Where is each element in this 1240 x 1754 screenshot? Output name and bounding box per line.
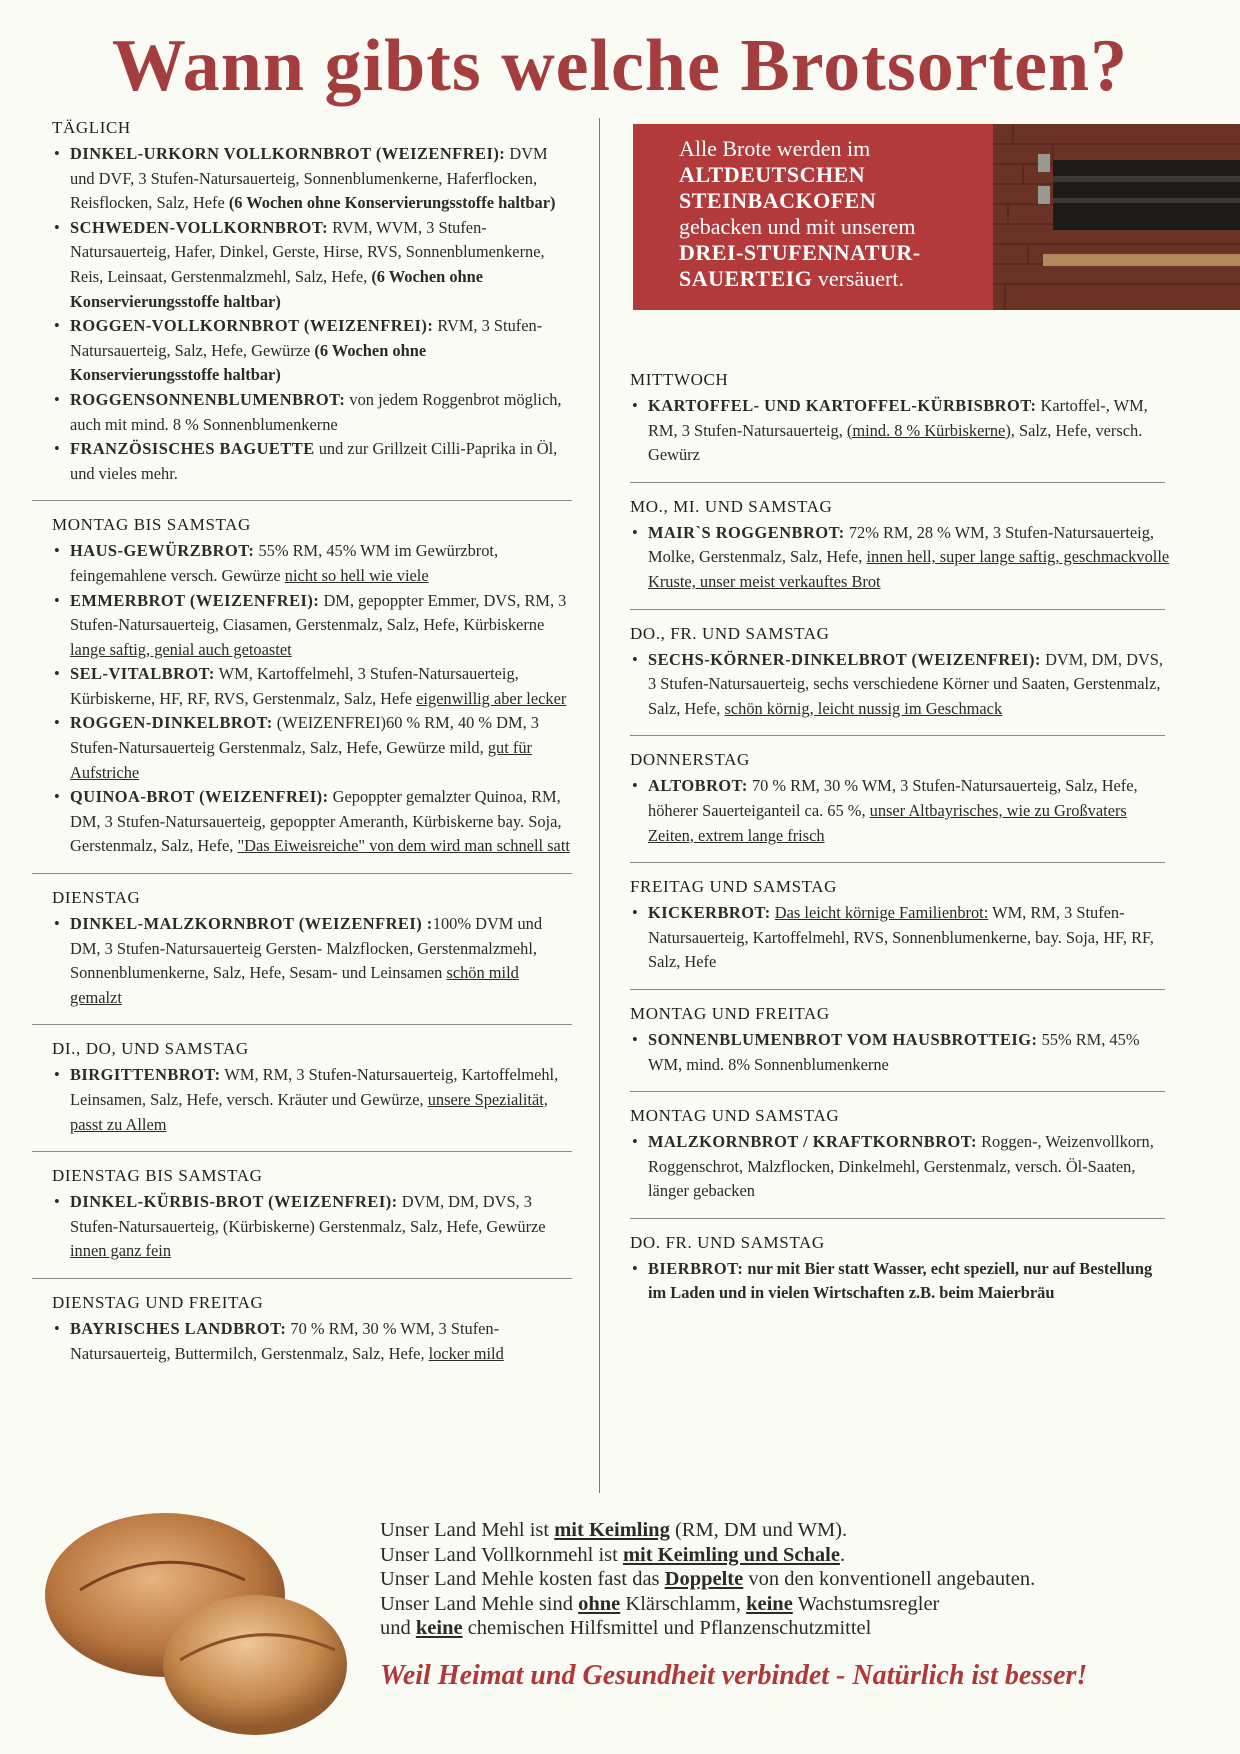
- section-divider: [630, 609, 1165, 610]
- promo-line: [679, 266, 977, 292]
- bread-description: von jedem Roggenbrot möglich, auch mit mind. 8 % Sonnenblumenkerne: [70, 389, 562, 434]
- bread-description: DM, gepoppter Emmer, DVS, RM, 3 Stufen-Natursauerteig, Ciasamen, Gerstenmalz, Salz, Hefe, Kürbiskerne: [70, 590, 567, 635]
- page-title: Wann gibts welche Brotsorten?: [111, 25, 1129, 107]
- bread-note: eigenwillig aber lecker: [416, 688, 567, 708]
- emphasis: keine: [746, 1592, 793, 1615]
- schedule-section: [630, 370, 1170, 468]
- bread-item: [630, 901, 1170, 975]
- bread-note: locker mild: [428, 1343, 504, 1363]
- schedule-section: [630, 1233, 1170, 1306]
- emphasis: keine: [415, 1617, 463, 1640]
- section-heading: MITTWOCH: [630, 370, 729, 389]
- text: Wachstumsregler: [792, 1592, 940, 1615]
- bread-description: Gepoppter gemalzter Quinoa, RM, DM, 3 Stufen-Natursauerteig, gepoppter Ameranth, Kürbiskerne bay. Soja, Gerstenmalz, Salz, Hefe,: [70, 787, 562, 856]
- bread-name: MAIR`S ROGGENBROT:: [648, 522, 845, 542]
- left-column: [52, 118, 572, 1366]
- bread-item: [52, 589, 572, 663]
- text: (RM, DM und WM).: [669, 1519, 848, 1541]
- bread-description: 72% RM, 28 % WM, 3 Stufen-Natursauerteig, Molke, Gerstenmalz, Salz, Hefe,: [648, 522, 1154, 567]
- promo-line: ALTDEUTSCHEN: [679, 162, 866, 187]
- bread-description: 70 % RM, 30 % WM, 3 Stufen-Natursauerteig, Salz, Hefe, höherer Sauerteiganteil ca. 65 %,: [648, 776, 1138, 820]
- bread-item: [52, 216, 572, 314]
- bread-description: WM, RM, 3 Stufen-Natursauerteig, Kartoffelmehl, Leinsamen, Salz, Hefe, versch. Kräuter und Gewürze,: [70, 1065, 559, 1109]
- bread-note: unser Altbayrisches, wie zu Großvaters Zeiten, extrem lange frisch: [648, 800, 1127, 845]
- bread-description: Roggen-, Weizenvollkorn, Roggenschrot, Malzflocken, Dinkelmehl, Gerstenmalz, versch. Öl-Saaten, länger gebacken: [648, 1132, 1154, 1201]
- promo-line: Alle Brote werden im: [679, 136, 871, 161]
- section-divider: [630, 989, 1165, 990]
- promo-word: versäuert.: [812, 266, 904, 291]
- section-divider: [32, 873, 572, 874]
- section-divider: [630, 482, 1165, 483]
- bread-note: nicht so hell wie viele: [284, 565, 429, 585]
- bread-description: (WEIZENFREI)60 % RM, 40 % DM, 3 Stufen-Natursauerteig Gerstenmalz, Salz, Hefe, Gewürze mild,: [70, 713, 539, 758]
- bread-description: WM, Kartoffelmehl, 3 Stufen-Natursauerteig, Kürbiskerne, HF, RF, RVS, Gerstenmalz, Salz, Hefe: [70, 664, 519, 708]
- section-heading: TÄGLICH: [52, 118, 131, 137]
- section-divider: [630, 1218, 1165, 1219]
- bread-name: SECHS-KÖRNER-DINKELBROT (WEIZENFREI):: [648, 649, 1041, 669]
- section-divider: [32, 1024, 572, 1025]
- bread-description: RVM, 3 Stufen-Natursauerteig, Salz, Hefe, Gewürze: [70, 316, 543, 360]
- section-heading: MO., MI. UND SAMSTAG: [630, 496, 833, 516]
- bread-item: [52, 314, 572, 388]
- bread-rolls-image: [40, 1500, 350, 1740]
- bread-item: [52, 437, 572, 486]
- text: Unser Land Mehle kosten fast das: [380, 1568, 665, 1591]
- section-heading: MONTAG UND FREITAG: [630, 1003, 830, 1023]
- bread-note: Das leicht körnige Familienbrot:: [774, 903, 989, 923]
- bread-note: (mind. 8 % Kürbiskerne): [846, 420, 1011, 440]
- bread-note-bold: nur mit Bier statt Wasser, echt speziell, nur auf Bestellung im Laden und in vielen Wirtschaften z.B. beim Maierbräu: [648, 1258, 1153, 1303]
- bread-note-bold: (6 Wochen ohne Konservierungsstoffe haltbar): [70, 340, 427, 385]
- bread-description: DVM, DM, DVS, 3 Stufen-Natursauerteig, (Kürbiskerne) Gerstenmalz, Salz, Hefe, Gewürze: [70, 1192, 546, 1236]
- section-divider: [630, 735, 1165, 736]
- flour-line: [380, 1518, 1200, 1543]
- bread-item: [630, 521, 1170, 595]
- bread-note: innen hell, super lange saftig, geschmackvolle Kruste, unser meist verkauftes Brot: [648, 547, 1170, 591]
- bread-item: [52, 711, 572, 785]
- text: Klärschlamm,: [620, 1592, 747, 1615]
- bread-note-bold: (6 Wochen ohne Konservierungsstoffe haltbar): [228, 193, 556, 213]
- oven-photo: [993, 124, 1240, 310]
- bread-description: DVM, DM, DVS, 3 Stufen-Natursauerteig, sechs verschiedene Körner und Saaten, Gerstenmalz, Salz, Hefe,: [648, 649, 1164, 718]
- bread-description: 55% RM, 45% WM, mind. 8% Sonnenblumenkerne: [648, 1029, 1140, 1074]
- promo-line: gebacken und mit unserem: [679, 214, 916, 239]
- bread-description: Kartoffel-, WM, RM, 3 Stufen-Natursauerteig,: [648, 396, 1148, 440]
- promo-line: DREI-STUFENNATUR-: [679, 240, 921, 265]
- emphasis: mit Keimling: [554, 1519, 670, 1541]
- section-divider: [630, 1091, 1165, 1092]
- section-divider: [32, 1278, 572, 1279]
- flour-line: [380, 1616, 1200, 1641]
- bread-item: [52, 539, 572, 588]
- bread-name: ROGGEN-VOLLKORNBROT (WEIZENFREI):: [70, 316, 434, 336]
- bread-item: [630, 1028, 1170, 1077]
- section-heading: FREITAG UND SAMSTAG: [630, 877, 838, 897]
- bread-name: QUINOA-BROT (WEIZENFREI):: [70, 787, 329, 807]
- schedule-section: [52, 1039, 572, 1137]
- bread-item: [52, 388, 572, 437]
- text: .: [839, 1543, 846, 1566]
- right-column: [630, 370, 1170, 1306]
- promo-line: STEINBACKOFEN: [679, 188, 877, 213]
- promo-word: SAUERTEIG: [679, 266, 813, 291]
- flour-line: [380, 1567, 1200, 1592]
- text: Unser Land Mehle sind: [380, 1592, 579, 1615]
- bread-name: DINKEL-MALZKORNBROT (WEIZENFREI) :: [70, 914, 433, 934]
- schedule-section: [630, 497, 1170, 595]
- bread-item: [52, 142, 572, 216]
- emphasis: mit Keimling und Schale: [622, 1543, 840, 1566]
- bread-description: WM, RM, 3 Stufen-Natursauerteig, Kartoffelmehl, RVS, Sonnenblumenkerne, bay. Soja, HF, RF, Salz, Hefe: [648, 903, 1154, 972]
- schedule-section: [630, 624, 1170, 722]
- bread-name: DINKEL-KÜRBIS-BROT (WEIZENFREI):: [70, 1192, 398, 1212]
- emphasis: Doppelte: [664, 1568, 744, 1591]
- bread-note-bold: (6 Wochen ohne Konservierungsstoffe haltbar): [70, 266, 484, 311]
- bread-item: [52, 785, 572, 859]
- section-heading: DIENSTAG UND FREITAG: [52, 1292, 264, 1312]
- bread-item: [52, 912, 572, 1010]
- schedule-section: [630, 750, 1170, 848]
- bread-name: BIERBROT:: [648, 1258, 744, 1278]
- bread-item: [630, 394, 1170, 468]
- flour-line: [380, 1543, 1200, 1568]
- section-heading: DO., FR. UND SAMSTAG: [630, 623, 830, 643]
- section-divider: [32, 1151, 572, 1152]
- bread-name: MALZKORNBROT / KRAFTKORNBROT:: [648, 1132, 977, 1152]
- bread-item: [52, 1317, 572, 1366]
- schedule-section: [52, 1293, 572, 1366]
- bread-description: und zur Grillzeit Cilli-Paprika in Öl, und vieles mehr.: [70, 439, 558, 483]
- schedule-section: [52, 118, 572, 486]
- bread-note: unsere Spezialität, passt zu Allem: [70, 1090, 548, 1134]
- bread-name: ALTOBROT:: [648, 776, 748, 796]
- bread-name: SCHWEDEN-VOLLKORNBROT:: [70, 217, 329, 237]
- flour-line: [380, 1592, 1200, 1617]
- schedule-section: [630, 1004, 1170, 1077]
- section-divider: [32, 500, 572, 501]
- text: Unser Land Vollkornmehl ist: [380, 1543, 623, 1566]
- oven-illustration: [993, 124, 1240, 310]
- bread-item: [630, 1130, 1170, 1204]
- bread-name: KARTOFFEL- UND KARTOFFEL-KÜRBISBROT:: [648, 396, 1037, 415]
- section-heading: DO. FR. UND SAMSTAG: [630, 1232, 825, 1252]
- bread-description: 70 % RM, 30 % WM, 3 Stufen-Natursauerteig, Buttermilch, Gerstenmalz, Salz, Hefe,: [70, 1318, 500, 1363]
- flour-info: [380, 1518, 1200, 1641]
- section-heading: MONTAG BIS SAMSTAG: [52, 515, 251, 535]
- bread-name: KICKERBROT:: [648, 903, 771, 923]
- section-heading: MONTAG UND SAMSTAG: [630, 1106, 840, 1126]
- bread-item: [630, 1257, 1170, 1306]
- text: und: [380, 1617, 416, 1640]
- bread-name: BAYRISCHES LANDBROT:: [70, 1318, 287, 1338]
- bread-item: [52, 1190, 572, 1264]
- bread-name: DINKEL-URKORN VOLLKORNBROT (WEIZENFREI):: [70, 144, 506, 163]
- bread-description: , Salz, Hefe, versch. Gewürz: [648, 420, 1143, 465]
- emphasis: ohne: [578, 1592, 621, 1615]
- promo-box: [633, 124, 993, 310]
- bread-name: SONNENBLUMENBROT VOM HAUSBROTTEIG:: [648, 1029, 1038, 1049]
- bread-note: lange saftig, genial auch getoastet: [70, 639, 292, 659]
- column-divider: [599, 118, 600, 1493]
- section-divider: [630, 862, 1165, 863]
- text: von den konventionell angebauten.: [743, 1568, 1036, 1591]
- schedule-section: [52, 515, 572, 859]
- bread-name: FRANZÖSISCHES BAGUETTE: [70, 439, 315, 459]
- slogan: Weil Heimat und Gesundheit verbindet - Natürlich ist besser!: [380, 1660, 1088, 1691]
- bread-description: DVM und DVF, 3 Stufen-Natursauerteig, Sonnenblumenkerne, Haferflocken, Reisflocken, Salz, Hefe: [70, 144, 548, 213]
- bread-item: [52, 1063, 572, 1137]
- schedule-section: [630, 877, 1170, 975]
- bread-item: [630, 774, 1170, 848]
- schedule-section: [630, 1106, 1170, 1204]
- bread-note: "Das Eiweisreiche" von dem wird man schnell satt: [237, 836, 570, 856]
- bread-note: gut für Aufstriche: [70, 738, 532, 782]
- bread-item: [52, 662, 572, 711]
- section-heading: DIENSTAG: [52, 888, 141, 908]
- bread-item: [630, 648, 1170, 722]
- bread-name: HAUS-GEWÜRZBROT:: [70, 541, 255, 561]
- bread-name: ROGGENSONNENBLUMENBROT:: [70, 389, 346, 409]
- bread-name: SEL-VITALBROT:: [70, 664, 215, 684]
- bread-note: innen ganz fein: [70, 1241, 172, 1261]
- bread-description: 100% DVM und DM, 3 Stufen-Natursauerteig Gersten- Malzflocken, Gerstenmalzmehl, Sonnenblumenkerne, Salz, Hefe, Sesam- und Leinsamen: [70, 914, 543, 983]
- schedule-section: [52, 1166, 572, 1264]
- bread-description: 55% RM, 45% WM im Gewürzbrot, feingemahlene versch. Gewürze: [70, 541, 499, 585]
- bread-name: EMMERBROT (WEIZENFREI):: [70, 590, 320, 610]
- schedule-section: [52, 888, 572, 1010]
- bread-name: BIRGITTENBROT:: [70, 1065, 221, 1085]
- text: Unser Land Mehl ist: [380, 1519, 555, 1541]
- bread-description: RVM, WVM, 3 Stufen-Natursauerteig, Hafer, Dinkel, Gerste, Hirse, RVS, Sonnenblumenkerne, Reis, Leinsaat, Gerstenmalzmehl, Salz, Hefe,: [70, 217, 545, 286]
- section-heading: DONNERSTAG: [630, 750, 750, 770]
- section-heading: DI., DO, UND SAMSTAG: [52, 1039, 249, 1059]
- section-heading: DIENSTAG BIS SAMSTAG: [52, 1166, 263, 1186]
- text: chemischen Hilfsmittel und Pflanzenschutzmittel: [462, 1617, 872, 1640]
- bread-name: ROGGEN-DINKELBROT:: [70, 713, 273, 733]
- bread-note: schön körnig, leicht nussig im Geschmack: [724, 698, 1003, 718]
- bread-note: schön mild gemalzt: [70, 963, 519, 1007]
